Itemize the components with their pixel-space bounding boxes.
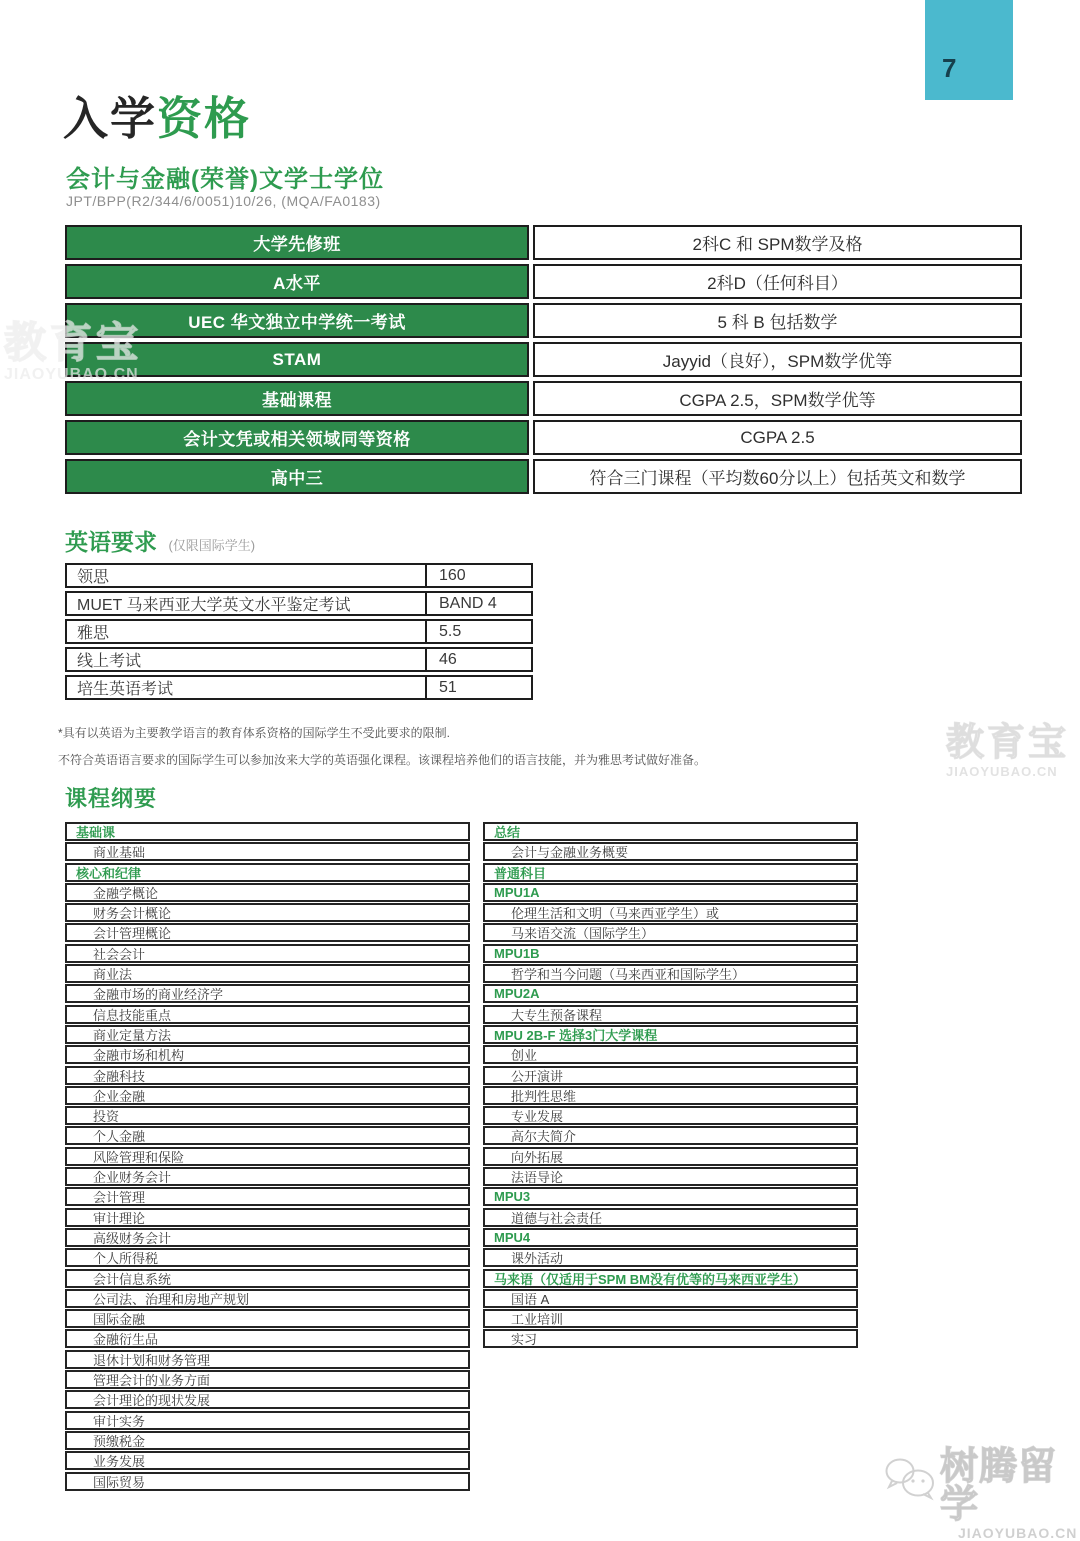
page-number-box [925,0,1013,100]
admission-row-label: 大学先修班 [65,225,529,260]
admission-row-label: 高中三 [65,459,529,494]
course-item: 课外活动 [483,1248,858,1267]
course-category-header: MPU 2B-F 选择3门大学课程 [483,1025,858,1044]
course-item: 投资 [65,1106,470,1125]
admission-row [65,420,1022,455]
course-item: 商业定量方法 [65,1025,470,1044]
admission-row-label: A水平 [65,264,529,299]
course-item: 伦理生活和文明（马来西亚学生）或 [483,903,858,922]
course-item: 风险管理和保险 [65,1147,470,1166]
watermark-agency-cn: 树腾留学 [940,1446,1058,1526]
english-test-name: 雅思 [77,625,110,642]
english-test-row [65,647,533,672]
course-item: 会计信息系统 [65,1269,470,1288]
course-category-header: MPU1A [483,883,858,902]
course-category-header: MPU1B [483,944,858,963]
course-item: 管理会计的业务方面 [65,1370,470,1389]
page-title [63,94,251,144]
course-item: 业务发展 [65,1451,470,1470]
admission-row-value: 2科D（任何科目） [533,264,1022,299]
watermark-brand-cn: 教育宝 [946,722,1070,764]
course-item: 实习 [483,1329,858,1348]
admission-row-label: 基础课程 [65,381,529,416]
course-item: 高尔夫简介 [483,1126,858,1145]
course-item: 金融学概论 [65,883,470,902]
course-item: 工业培训 [483,1309,858,1328]
course-item: 国语 A [483,1289,858,1308]
course-item: 公开演讲 [483,1066,858,1085]
course-item: 企业金融 [65,1086,470,1105]
admission-row-value: 5 科 B 包括数学 [533,303,1022,338]
english-requirements-note: (仅限国际学生) [168,538,256,553]
admission-row-label: STAM [65,342,529,377]
course-category-header: 基础课 [65,822,470,841]
admission-requirements-table [65,225,1022,494]
course-item: 法语导论 [483,1167,858,1186]
english-requirements-heading [65,524,255,557]
english-test-name: MUET 马来西亚大学英文水平鉴定考试 [77,597,351,614]
course-item: 个人所得税 [65,1248,470,1267]
course-outline-heading: 课程纲要 [65,786,158,811]
watermark-right-middle [946,724,1069,778]
course-item: 会计管理概论 [65,923,470,942]
english-requirements-table [65,563,533,700]
page-title-black-part: 入学 [63,93,158,144]
course-category-header: MPU3 [483,1187,858,1206]
footnote-intensive-course: 不符合英语语言要求的国际学生可以参加汝来大学的英语强化课程。该课程培养他们的语言技能，并为雅思考试做好准备。 [58,753,707,767]
degree-subtitle: 会计与金融(荣誉)文学士学位 [66,166,384,193]
course-item: 向外拓展 [483,1147,858,1166]
course-item: 批判性思维 [483,1086,858,1105]
course-item: 高级财务会计 [65,1228,470,1247]
admission-row-value: 2科C 和 SPM数学及格 [533,225,1022,260]
footnote-exemption: *具有以英语为主要教学语言的教育体系资格的国际学生不受此要求的限制. [58,726,451,740]
english-test-score: 51 [425,677,531,698]
page-title-green-part: 资格 [157,93,252,144]
course-item: 审计实务 [65,1411,470,1430]
admission-row-label: 会计文凭或相关领域同等资格 [65,420,529,455]
admission-row [65,225,1022,260]
course-item: 商业基础 [65,842,470,861]
course-item: 会计与金融业务概要 [483,842,858,861]
english-test-score: 46 [425,649,531,670]
admission-row-value: 符合三门课程（平均数60分以上）包括英文和数学 [533,459,1022,494]
course-item: 审计理论 [65,1208,470,1227]
watermark-brand-cn: 教育宝 [4,319,143,366]
wechat-icon [884,1456,936,1500]
course-item: 国际金融 [65,1309,470,1328]
course-item: 创业 [483,1045,858,1064]
english-test-score: 160 [425,565,531,586]
course-item: 个人金融 [65,1126,470,1145]
course-category-header: MPU4 [483,1228,858,1247]
course-table-right [483,822,858,1348]
course-item: 社会会计 [65,944,470,963]
course-item: 道德与社会责任 [483,1208,858,1227]
course-item: 商业法 [65,964,470,983]
course-category-header: MPU2A [483,984,858,1003]
admission-row-value: Jayyid（良好），SPM数学优等 [533,342,1022,377]
course-item: 马来语交流（国际学生） [483,923,858,942]
course-item: 金融科技 [65,1066,470,1085]
admission-row-value: CGPA 2.5 [533,420,1022,455]
course-item: 会计管理 [65,1187,470,1206]
admission-row [65,303,1022,338]
admission-row [65,381,1022,416]
watermark-brand-en: JIAOYUBAO.CN [4,366,139,383]
admission-row [65,459,1022,494]
english-test-name: 领思 [77,569,110,586]
watermark-brand-en: JIAOYUBAO.CN [946,764,1058,779]
admission-row-value: CGPA 2.5，SPM数学优等 [533,381,1022,416]
course-category-header: 核心和纪律 [65,863,470,882]
english-test-row [65,619,533,644]
admission-row [65,342,1022,377]
english-test-score: 5.5 [425,621,531,642]
course-item: 信息技能重点 [65,1005,470,1024]
course-item: 财务会计概论 [65,903,470,922]
admission-row [65,264,1022,299]
course-item: 金融市场和机构 [65,1045,470,1064]
course-item: 金融衍生品 [65,1329,470,1348]
course-category-header: 普通科目 [483,863,858,882]
course-item: 退休计划和财务管理 [65,1350,470,1369]
course-category-header: 总结 [483,822,858,841]
english-requirements-title: 英语要求 [65,529,157,555]
english-test-name: 培生英语考试 [77,681,174,698]
watermark-bottom-right [884,1448,1080,1540]
course-item: 会计理论的现状发展 [65,1390,470,1409]
course-item: 大专生预备课程 [483,1005,858,1024]
english-test-score: BAND 4 [425,593,531,614]
course-item: 预缴税金 [65,1431,470,1450]
course-table-left [65,822,470,1491]
accreditation-code: JPT/BPP(R2/344/6/0051)10/26, (MQA/FA0183) [66,193,381,209]
admission-row-label: UEC 华文独立中学统一考试 [65,303,529,338]
course-item: 哲学和当今问题（马来西亚和国际学生） [483,964,858,983]
course-item: 国际贸易 [65,1472,470,1491]
course-item: 企业财务会计 [65,1167,470,1186]
english-test-row [65,563,533,588]
page-number: 7 [942,53,957,83]
watermark-brand-en: JIAOYUBAO.CN [958,1525,1078,1541]
english-test-row [65,591,533,616]
course-item: 公司法、治理和房地产规划 [65,1289,470,1308]
english-test-row [65,675,533,700]
watermark-agency-block [940,1448,1080,1540]
english-test-name: 线上考试 [77,653,142,670]
course-category-header: 马来语（仅适用于SPM BM没有优等的马来西亚学生） [483,1269,858,1288]
course-item: 金融市场的商业经济学 [65,984,470,1003]
course-item: 专业发展 [483,1106,858,1125]
